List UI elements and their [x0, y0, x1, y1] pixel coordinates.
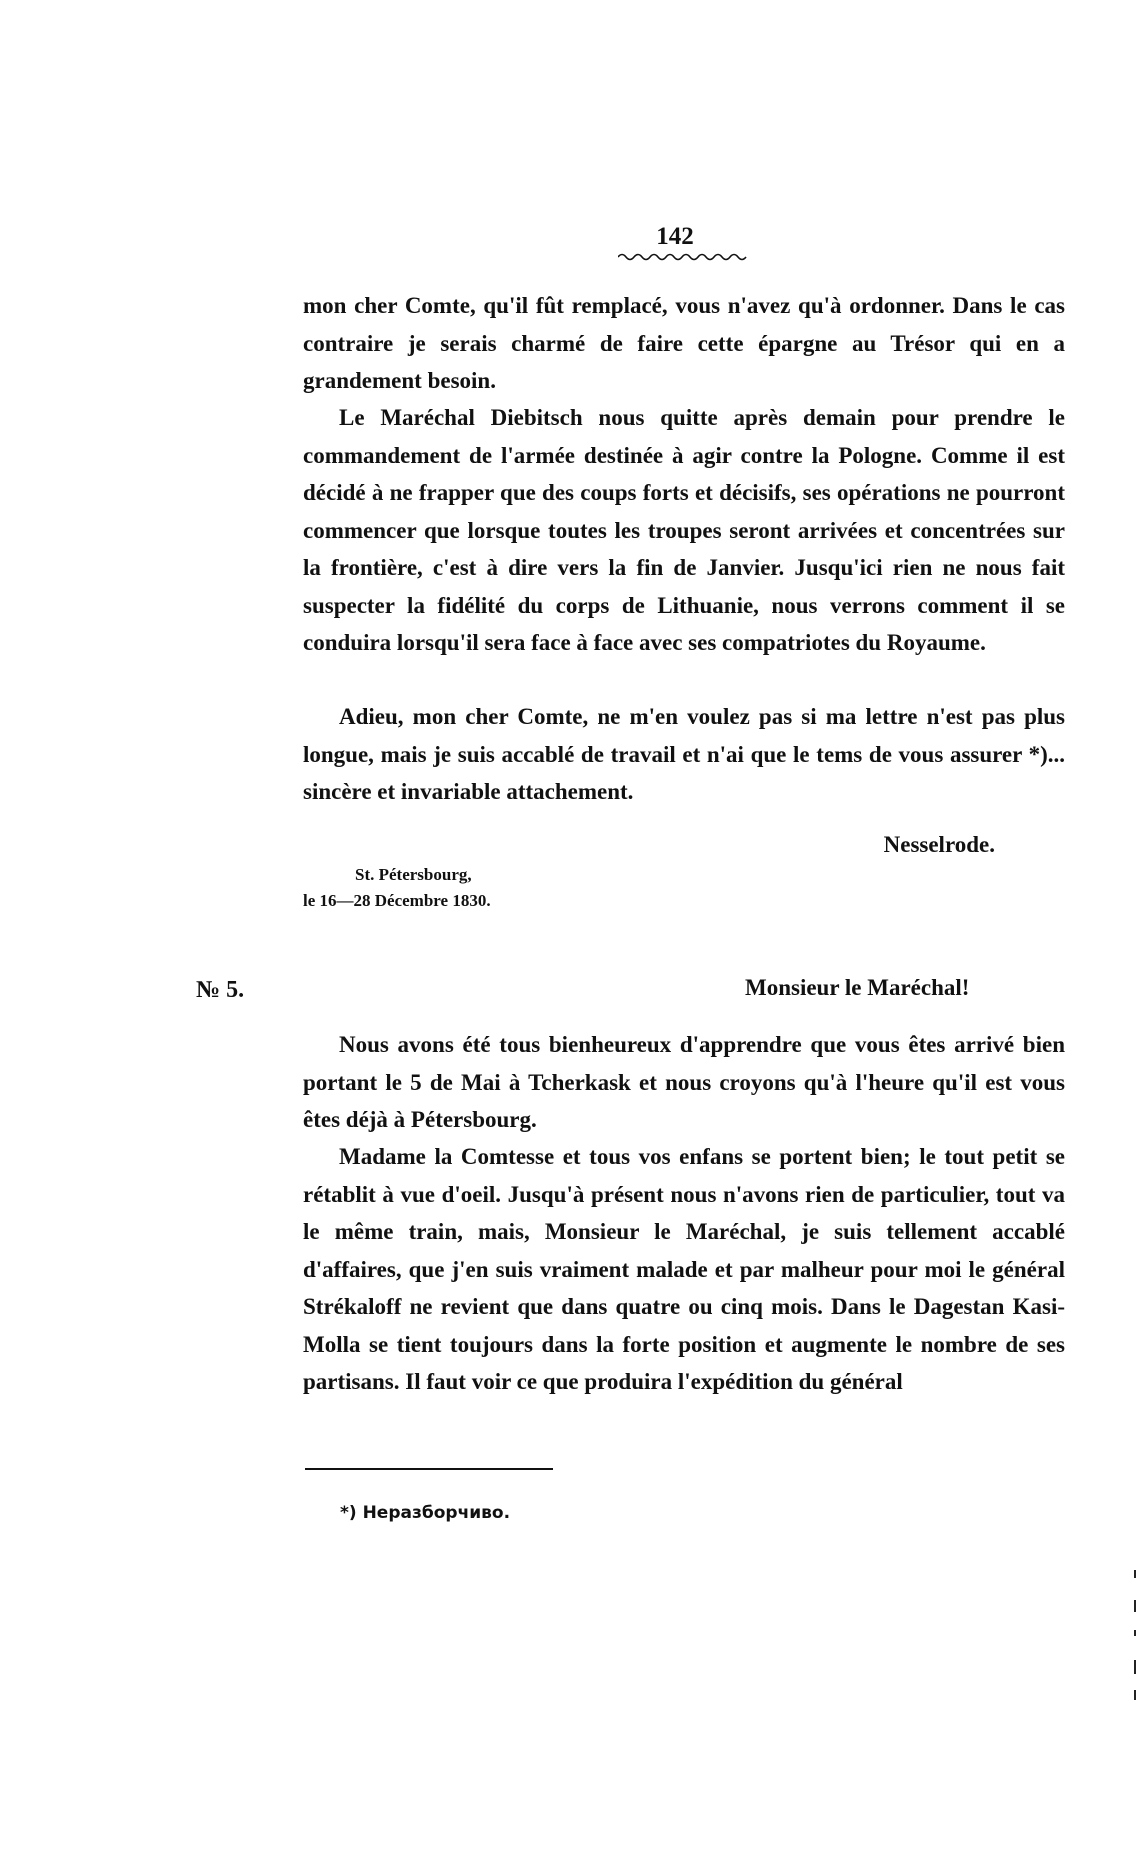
footnote-divider	[305, 1468, 553, 1470]
salutation: Monsieur le Maréchal!	[745, 975, 970, 1000]
paragraph-arrival: Nous avons été tous bienheureux d'apprendre que vous êtes arrivé bien portant le 5 de Mai à Tcherkask et nous croyons qu'à l'heure qu'il est vous êtes déjà à Pétersbourg.	[303, 1032, 1065, 1132]
signature-nesselrode: Nesselrode.	[883, 832, 995, 857]
paragraph-continuation: mon cher Comte, qu'il fût remplacé, vous n'avez qu'à ordonner. Dans le cas contraire je serais charmé de faire cette épargne au Trésor qui en a grandement besoin.	[303, 293, 1065, 393]
scan-edge-marks	[1132, 1570, 1138, 1710]
dateline-date: le 16—28 Décembre 1830.	[303, 891, 491, 910]
paragraph-adieu: Adieu, mon cher Comte, ne m'en voulez pas si ma lettre n'est pas plus longue, mais je suis accablé de travail et n'ai que le tems de vous assurer *)... sincère et invariable attachement.	[303, 704, 1065, 804]
letter-number: № 5.	[196, 977, 245, 1003]
page-number: 142	[656, 223, 694, 250]
footnote: *) Неразборчиво.	[340, 1503, 511, 1523]
paragraph-comtesse: Madame la Comtesse et tous vos enfans se portent bien; le tout petit se rétablit à vue d'oeil. Jusqu'à présent nous n'avons rien de particulier, tout va le même train, mais, Monsieur le Maréchal, je suis tellement accablé d'affaires, que j'en suis vraiment malade et par malheur pour moi le général Strékaloff ne revient que dans quatre ou cinq mois. Dans le Dagestan Kasi-Molla se tient toujours dans la forte position et augmente le nombre de ses partisans. Il faut voir ce que produira l'expédition du général	[303, 1144, 1065, 1394]
wavy-ornament-rule	[618, 252, 748, 262]
dateline-place: St. Pétersbourg,	[355, 865, 472, 884]
paragraph-diebitsch: Le Maréchal Diebitsch nous quitte après demain pour prendre le commandement de l'armée destinée à agir contre la Pologne. Comme il est décidé à ne frapper que des coups forts et décisifs, ses opérations ne pourront commencer que lorsque toutes les troupes seront arrivées et concentrées sur la frontière, c'est à dire vers la fin de Janvier. Jusqu'ici rien ne nous fait suspecter la fidélité du corps de Lithuanie, nous verrons comment il se conduira lorsqu'il sera face à face avec ses compatriotes du Royaume.	[303, 405, 1065, 655]
